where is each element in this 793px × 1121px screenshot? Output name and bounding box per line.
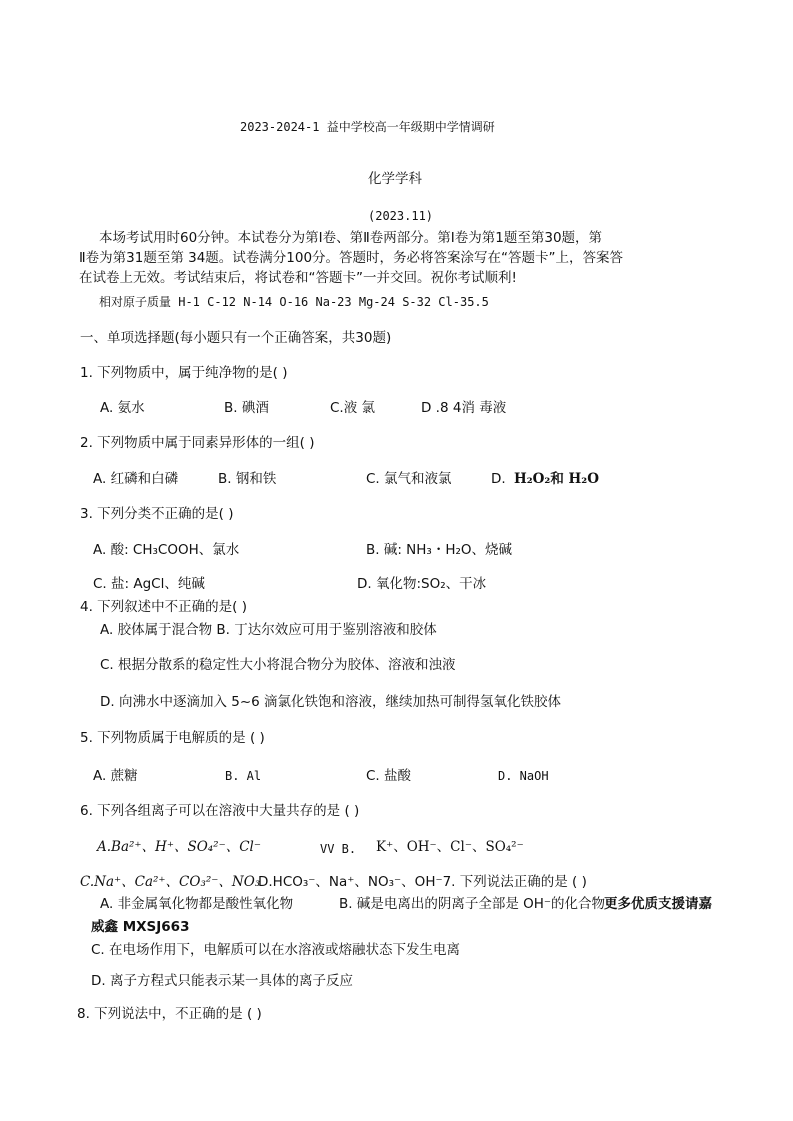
question-3-option-b: B. 碱: NH₃・H₂O、烧碱 <box>366 542 513 558</box>
ad-text: 更多优质支援请嘉 <box>604 896 712 912</box>
question-4-options-ab: A. 胶体属于混合物 B. 丁达尔效应可用于鉴别溶液和胶体 <box>100 622 437 638</box>
exam-title: 2023-2024-1 益中学校高一年级期中学情调研 <box>240 120 495 134</box>
atomic-mass-line: 相对原子质量 H-1 C-12 N-14 O-16 Na-23 Mg-24 S-32 Cl-35.5 <box>99 295 489 309</box>
question-4-option-d: D. 向沸水中逐滴加入 5~6 滴氯化铁饱和溶液，继续加热可制得氢氧化铁胶体 <box>100 694 562 710</box>
question-4-stem: 4. 下列叙述中不正确的是( ) <box>80 599 247 615</box>
question-6-option-c: C.Na⁺、Ca²⁺、CO₃²⁻、NO₃ <box>80 874 261 890</box>
question-6-option-a: A.Ba²⁺、H⁺、SO₄²⁻、Cl⁻ <box>97 839 261 855</box>
question-1-stem: 1. 下列物质中，属于纯净物的是( ) <box>80 365 288 381</box>
question-5-option-b: B. Al <box>225 769 262 783</box>
instructions-line-3: 在试卷上无效。考试结束后，将试卷和“答题卡”一并交回。祝你考试顺利! <box>79 270 517 286</box>
instructions-line-1: 本场考试用时60分钟。本试卷分为第Ⅰ卷、第Ⅱ卷两部分。第Ⅰ卷为第1题至第30题，第 <box>99 230 603 246</box>
question-3-option-c: C. 盐: AgCl、纯碱 <box>93 576 205 592</box>
question-2-option-a: A. 红磷和白磷 <box>93 471 179 487</box>
question-2-option-b: B. 钢和铁 <box>218 471 277 487</box>
question-7-option-b: B. 碱是电离出的阴离子全部是 OH⁻的化合物 <box>339 896 606 912</box>
exam-date: (2023.11) <box>368 209 434 223</box>
subject-title: 化学学科 <box>368 171 422 187</box>
question-6-option-b: K⁺、OH⁻、Cl⁻、SO₄²⁻ <box>376 839 524 855</box>
question-3-option-a: A. 酸: CH₃COOH、氯水 <box>93 542 240 558</box>
question-6-stem: 6. 下列各组离子可以在溶液中大量共存的是 ( ) <box>80 803 360 819</box>
question-4-option-c: C. 根据分散系的稳定性大小将混合物分为胶体、溶液和浊液 <box>100 657 456 673</box>
question-2-option-c: C. 氯气和液氯 <box>366 471 452 487</box>
question-7-option-d: D. 离子方程式只能表示某一具体的离子反应 <box>91 973 353 989</box>
question-2-stem: 2. 下列物质中属于同素异形体的一组( ) <box>80 435 315 451</box>
question-3-option-d: D. 氧化物:SO₂、干冰 <box>357 576 487 592</box>
question-5-option-d: D. NaOH <box>498 769 549 783</box>
question-7-option-a: A. 非金属氧化物都是酸性氧化物 <box>100 896 294 912</box>
question-8-stem: 8. 下列说法中，不正确的是 ( ) <box>77 1006 262 1022</box>
instructions-line-2: Ⅱ卷为第31题至第 34题。试卷满分100分。答题时，务必将答案涂写在“答题卡”上，答案答 <box>79 250 624 266</box>
question-5-option-a: A. 蔗糖 <box>93 768 138 784</box>
question-6-option-b-label: VV B. <box>320 842 357 856</box>
question-1-option-c: C.液 氯 <box>330 400 376 416</box>
question-1-option-a: A. 氨水 <box>100 400 145 416</box>
question-1-option-b: B. 碘酒 <box>224 400 269 416</box>
question-1-option-d: D .8 4消 毒液 <box>421 400 507 416</box>
question-5-stem: 5. 下列物质属于电解质的是 ( ) <box>80 730 265 746</box>
section-heading: 一、单项选择题(每小题只有一个正确答案，共30题) <box>80 330 392 346</box>
question-5-option-c: C. 盐酸 <box>366 768 412 784</box>
ad-contact: 威鑫 MXSJ663 <box>91 919 190 935</box>
question-2-option-d-label: D. <box>491 471 506 487</box>
question-6-option-d-and-q7-stem: D.HCO₃⁻、Na⁺、NO₃⁻、OH⁻7. 下列说法正确的是 ( ) <box>258 874 587 890</box>
question-7-option-c: C. 在电场作用下，电解质可以在水溶液或熔融状态下发生电离 <box>91 942 461 958</box>
question-2-option-d: H₂O₂和 H₂O <box>514 471 599 487</box>
question-3-stem: 3. 下列分类不正确的是( ) <box>80 506 234 522</box>
